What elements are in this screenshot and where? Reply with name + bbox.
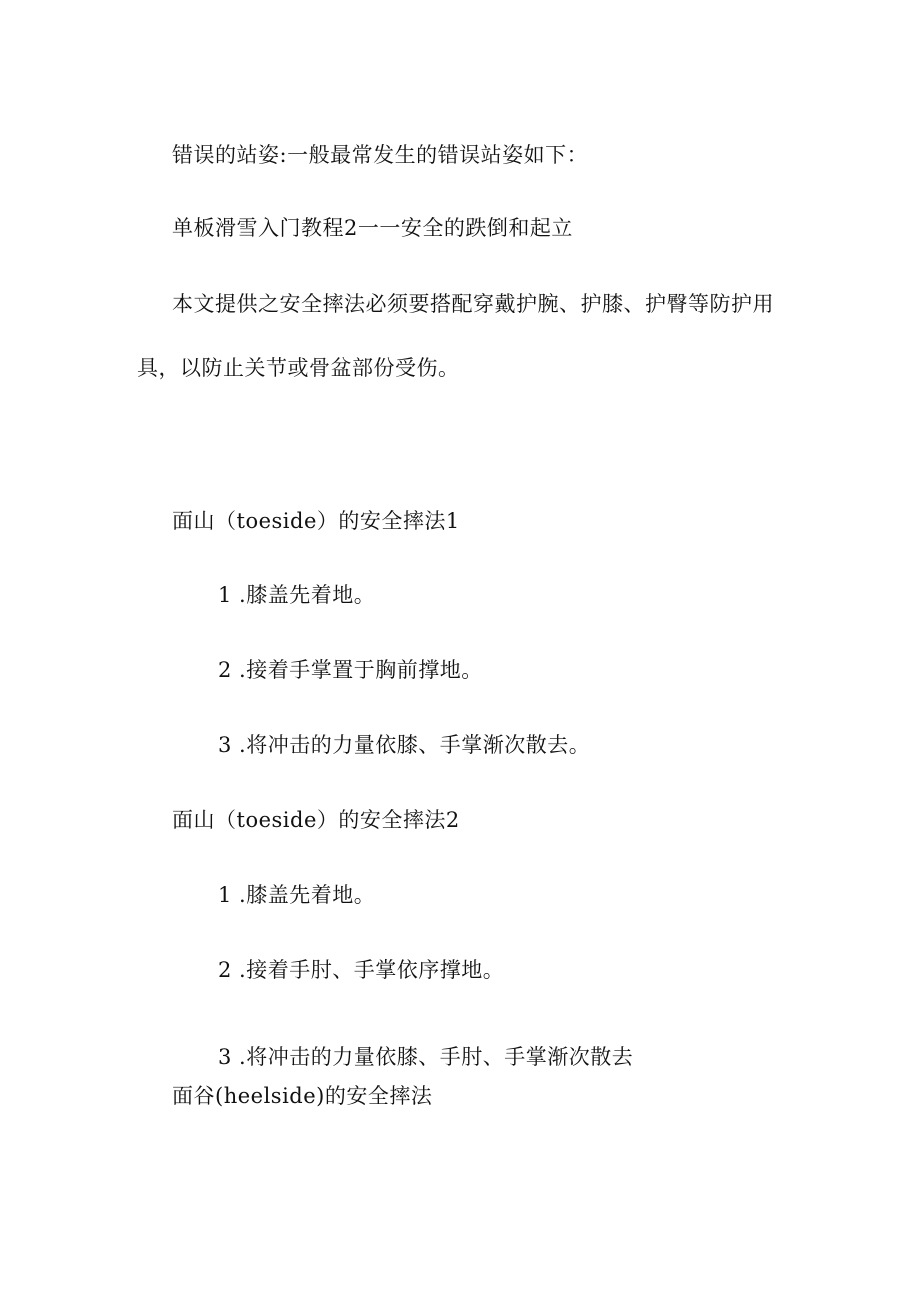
safety-note-line-2: 具，以防止关节或骨盆部份受伤。 — [137, 356, 460, 380]
safety-note-line-1: 本文提供之安全摔法必须要搭配穿戴护腕、护膝、护臀等防护用 — [172, 292, 774, 316]
toeside-fall-1-step-1: 1 .膝盖先着地。 — [218, 583, 376, 607]
heelside-fall-heading: 面谷(heelside)的安全摔法 — [172, 1084, 433, 1108]
tutorial-title: 单板滑雪入门教程2一一安全的跌倒和起立 — [172, 216, 573, 240]
toeside-fall-2-heading: 面山（toeside）的安全摔法2 — [172, 808, 460, 832]
toeside-fall-1-heading: 面山（toeside）的安全摔法1 — [172, 509, 460, 533]
toeside-fall-2-step-2: 2 .接着手肘、手掌依序撑地。 — [218, 958, 505, 982]
wrong-stance-intro: 错误的站姿:一般最常发生的错误站姿如下： — [172, 143, 589, 167]
toeside-fall-1-step-3: 3 .将冲击的力量依膝、手掌渐次散去。 — [218, 733, 591, 757]
toeside-fall-2-step-3: 3 .将冲击的力量依膝、手肘、手掌渐次散去 — [218, 1045, 634, 1069]
toeside-fall-2-step-1: 1 .膝盖先着地。 — [218, 883, 376, 907]
toeside-fall-1-step-2: 2 .接着手掌置于胸前撑地。 — [218, 658, 483, 682]
